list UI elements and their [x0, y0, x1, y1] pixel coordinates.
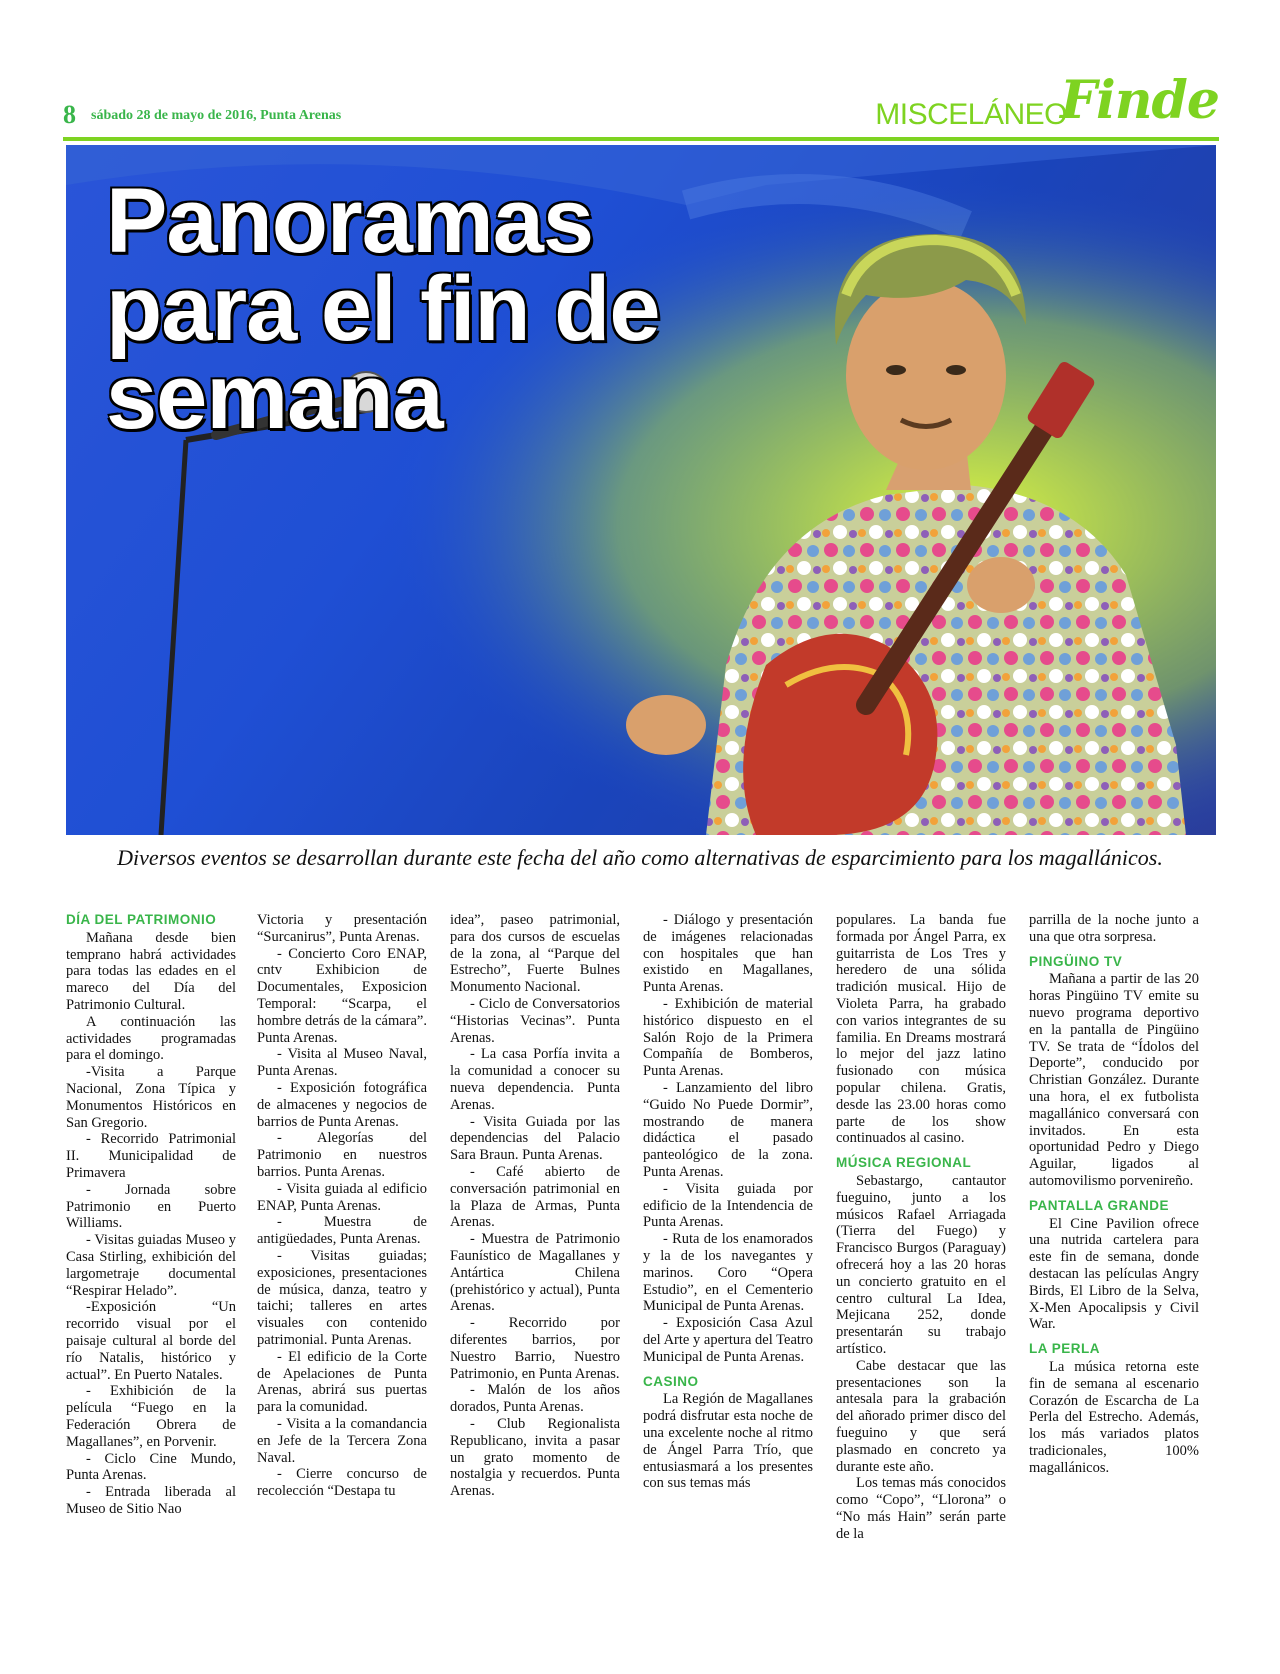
paragraph: Cabe destacar que las presentaciones son la antesala para la grabación del añorado primer disco del fueguino y que será plasmado en concreto ya durante este año. [836, 1357, 1006, 1475]
headline [106, 170, 660, 448]
paragraph: - Exposición fotográfica de almacenes y negocios de barrios de Punta Arenas. [257, 1079, 427, 1130]
paragraph: Mañana desde bien temprano habrá actividades para todas las edades en el mareco del Día del Patrimonio Cultural. [66, 929, 236, 1013]
paragraph: - Lanzamiento del libro “Guido No Puede Dormir”, mostrando de manera didáctica el pasado panteológico de la zona. Punta Arenas. [643, 1079, 813, 1180]
paragraph: A continuación las actividades programadas para el domingo. [66, 1013, 236, 1064]
section-name: MISCELÁNEO [875, 98, 1067, 131]
paragraph: - Alegorías del Patrimonio en nuestros barrios. Punta Arenas. [257, 1130, 427, 1180]
article-column-4 [643, 912, 813, 1492]
paragraph: La música retorna este fin de semana al escenario Corazón de Escarcha de La Perla del Estrecho. Además, los más variados platos tradicionales, 100% magallánicos. [1029, 1358, 1199, 1476]
paragraph: - Muestra de antigüedades, Punta Arenas. [257, 1214, 427, 1248]
subheading-pinguino-tv: PINGÜINO TV [1029, 953, 1123, 969]
paragraph: - Exhibición de la película “Fuego en la Federación Obrera de Magallanes”, en Porvenir. [66, 1383, 236, 1450]
paragraph: - Malón de los años dorados, Punta Arenas. [450, 1382, 620, 1416]
article-column-2 [257, 912, 427, 1500]
article-column-6 [1029, 912, 1199, 1477]
hero-photo [66, 145, 1216, 835]
photo-caption: Diversos eventos se desarrollan durante este fecha del año como alternativas de esparcimiento para los magallánicos. [117, 845, 1163, 870]
paragraph: - Visita guiada al edificio ENAP, Punta Arenas. [257, 1180, 427, 1214]
paragraph: - Diálogo y presentación de imágenes relacionadas con hospitales que han existido en Magallanes, Punta Arenas. [643, 912, 813, 996]
subheading-la-perla: LA PERLA [1029, 1341, 1100, 1357]
dateline: sábado 28 de mayo de 2016, Punta Arenas [91, 108, 342, 123]
paragraph: - Exposición Casa Azul del Arte y apertura del Teatro Municipal de Punta Arenas. [643, 1315, 813, 1365]
subheading-musica-regional: MÚSICA REGIONAL [836, 1155, 972, 1171]
paragraph: - Ciclo de Conversatorios “Historias Vecinas”. Punta Arenas. [450, 995, 620, 1046]
header-rule [63, 137, 1219, 141]
paragraph: Victoria y presentación “Surcanirus”, Punta Arenas. [257, 912, 427, 945]
paragraph: - Recorrido Patrimonial II. Municipalidad de Primavera [66, 1131, 236, 1181]
paragraph: - Ciclo Cine Mundo, Punta Arenas. [66, 1450, 236, 1484]
paragraph: La Región de Magallanes podrá disfrutar esta noche de una excelente noche al ritmo de Ángel Parra Trío, que entusiasmará a los presentes con sus temas más [643, 1391, 813, 1492]
paragraph: - Visitas guiadas; exposiciones, presentaciones de música, danza, teatro y taichi; talleres en artes visuales con contenido patrimonial. Punta Arenas. [257, 1247, 427, 1348]
paragraph: - Entrada liberada al Museo de Sitio Nao [66, 1484, 236, 1517]
brand-logo: Finde [1060, 70, 1219, 131]
paragraph: parrilla de la noche junto a una que otra sorpresa. [1029, 912, 1199, 945]
paragraph: - Visita al Museo Naval, Punta Arenas. [257, 1046, 427, 1080]
paragraph: - Visitas guiadas Museo y Casa Stirling, exhibición del largometraje documental “Respirar Helado”. [66, 1232, 236, 1299]
article-column-1 [66, 912, 236, 1518]
paragraph: - Exhibición de material histórico dispuesto en el Salón Rojo de la Primera Compañía de Bomberos, Punta Arenas. [643, 995, 813, 1080]
page-number: 8 [63, 100, 76, 129]
paragraph: - Club Regionalista Republicano, invita a pasar un grato momento de nostalgia y recuerdos. Punta Arenas. [450, 1415, 620, 1500]
paragraph: - Ruta de los enamorados y la de los navegantes y marinos. Coro “Opera Estudio”, en el Cementerio Municipal de Punta Arenas. [643, 1231, 813, 1315]
paragraph: - Visita a la comandancia en Jefe de la Tercera Zona Naval. [257, 1415, 427, 1466]
paragraph: - Muestra de Patrimonio Faunístico de Magallanes y Antártica Chilena (prehistórico y actual), Punta Arenas. [450, 1231, 620, 1315]
page-header [63, 70, 1219, 138]
paragraph: - Recorrido por diferentes barrios, por Nuestro Barrio, Nuestro Patrimonio, en Punta Arenas. [450, 1315, 620, 1382]
headline-line-3: semana [106, 346, 443, 448]
paragraph: Mañana a partir de las 20 horas Pingüino TV emite su nuevo programa deportivo en la pantalla de Pingüino TV. Se trata de “Ídolos del Deporte”, conducido por Christian González. Durante una hora, el ex futbolista magallánico conversará con invitados. En esta oportunidad Pedro y Diego Aguilar, ligados al automovilismo porvenireño. [1029, 971, 1199, 1189]
headline-line-2: para el fin de [106, 258, 660, 360]
subheading-casino: CASINO [643, 1373, 699, 1389]
subheading-pantalla-grande: PANTALLA GRANDE [1029, 1197, 1169, 1213]
paragraph: - Cierre concurso de recolección “Destapa tu [257, 1466, 427, 1500]
paragraph: - Café abierto de conversación patrimonial en la Plaza de Armas, Punta Arenas. [450, 1163, 620, 1231]
paragraph: -Visita a Parque Nacional, Zona Típica y Monumentos Históricos en San Gregorio. [66, 1064, 236, 1131]
paragraph: - Visita guiada por edificio de la Intendencia de Punta Arenas. [643, 1180, 813, 1231]
headline-line-1: Panoramas [106, 170, 594, 272]
paragraph: Sebastargo, cantautor fueguino, junto a los músicos Rafael Arriagada (Tierra del Fuego) y Francisco Burgos (Paraguay) ofrecerá hoy a las 20 horas un concierto gratuito en el centro cultural La Idea, Mejicana 252, donde presentarán su trabajo artístico. [836, 1172, 1006, 1357]
paragraph: El Cine Pavilion ofrece una nutrida cartelera para este fin de semana, donde destacan las películas Angry Birds, El Libro de la Selva, X-Men Apocalipsis y Civil War. [1029, 1215, 1199, 1333]
paragraph: -Exposición “Un recorrido visual por el paisaje cultural al borde del río Natalis, histórico y actual”. En Puerto Natales. [66, 1299, 236, 1383]
paragraph: - La casa Porfía invita a la comunidad a conocer su nueva dependencia. Punta Arenas. [450, 1046, 620, 1113]
paragraph: - El edificio de la Corte de Apelaciones de Punta Arenas, abrirá sus puertas para la comunidad. [257, 1348, 427, 1416]
paragraph: - Visita Guiada por las dependencias del Palacio Sara Braun. Punta Arenas. [450, 1113, 620, 1164]
subheading-dia-del-patrimonio: DÍA DEL PATRIMONIO [66, 912, 217, 927]
paragraph: populares. La banda fue formada por Ángel Parra, ex guitarrista de Los Tres y heredero de una sólida tradición musical. Hijo de Violeta Parra, ha grabado con varios integrantes de su familia. En Dreams mostrará lo mejor del jazz latino fusionado con música popular chilena. Gratis, desde las 23.00 horas como parte de los show continuados al casino. [836, 912, 1006, 1147]
article-column-3 [450, 912, 620, 1500]
article-column-5 [836, 912, 1006, 1542]
paragraph: - Concierto Coro ENAP, cntv Exhibicion de Documentales, Exposicion Temporal: “Scarpa, el hombre detrás de la cámara”. Punta Arenas. [257, 945, 427, 1046]
paragraph: - Jornada sobre Patrimonio en Puerto Williams. [66, 1181, 236, 1232]
paragraph: idea”, paseo patrimonial, para dos cursos de escuelas de la zona, al “Parque del Estrecho”, Fuerte Bulnes Monumento Nacional. [450, 912, 620, 996]
paragraph: Los temas más conocidos como “Copo”, “Llorona” o “No más Hain” serán parte de la [836, 1475, 1006, 1542]
